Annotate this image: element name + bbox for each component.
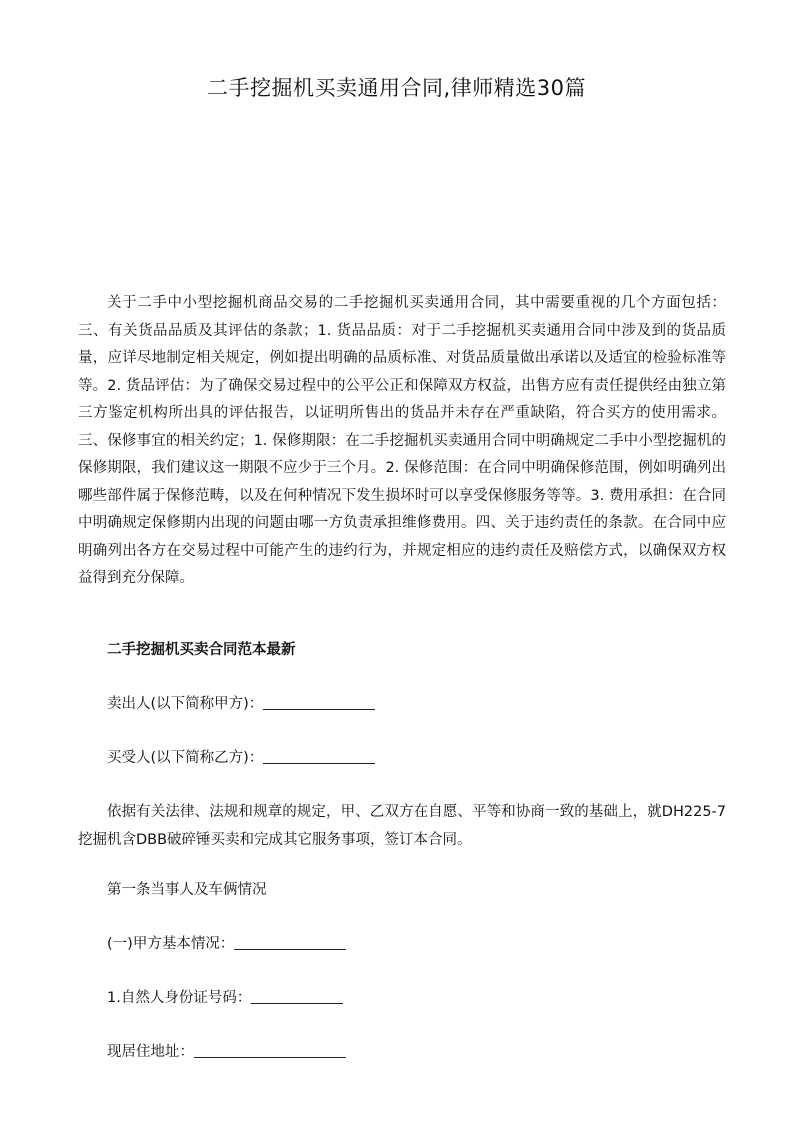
basis-paragraph: 依据有关法律、法规和规章的规定，甲、乙双方在自愿、平等和协商一致的基础上，就DH225-7挖掘机含DBB破碎锤买卖和完成其它服务事项，签订本合同。: [78, 804, 726, 848]
id-number-label: 1.自然人身份证号码：: [107, 990, 252, 1006]
id-number-blank[interactable]: [251, 989, 343, 1004]
article1-title: 第一条当事人及车俩情况: [107, 882, 267, 898]
party-a-info-label: (一)甲方基本情况：: [107, 936, 235, 952]
buyer-label: 买受人(以下简称乙方)：: [107, 750, 264, 766]
address-line: [107, 1042, 346, 1062]
buyer-line: [107, 748, 375, 768]
seller-blank[interactable]: [263, 695, 375, 710]
section-title: 二手挖掘机买卖合同范本最新: [107, 642, 296, 658]
party-a-info-blank[interactable]: [234, 935, 346, 950]
party-a-info-line: [107, 934, 346, 954]
intro-paragraph: 关于二手中小型挖掘机商品交易的二手挖掘机买卖通用合同，其中需要重视的几个方面包括：三、有关货品品质及其评估的条款；1. 货品品质：对于二手挖掘机买卖通用合同中涉及到的货品质量，应详尽地制定相关规定，例如提出明确的品质标准、对货品质量做出承诺以及适宜的检验标准等等。2. 货品评估：为了确保交易过程中的公平公正和保障双方权益，出售方应有责任提供经由独立第三方鉴定机构所出具的评估报告，以证明所售出的货品并未存在严重缺陷，符合买方的使用需求。三、保修事宜的相关约定；1. 保修期限：在二手挖掘机买卖通用合同中明确规定二手中小型挖掘机的保修期限，我们建议这一期限不应少于三个月。2. 保修范围：在合同中明确保修范围，例如明确列出哪些部件属于保修范畴，以及在何种情况下发生损坏时可以享受保修服务等等。3. 费用承担：在合同中明确规定保修期内出现的问题由哪一方负责承担维修费用。四、关于违约责任的条款。在合同中应明确列出各方在交易过程中可能产生的违约行为，并规定相应的违约责任及赔偿方式，以确保双方权益得到充分保障。: [78, 295, 726, 586]
seller-line: [107, 694, 375, 714]
address-label: 现居住地址：: [107, 1044, 194, 1060]
buyer-blank[interactable]: [263, 749, 375, 764]
document-title: 二手挖掘机买卖通用合同,律师精选30篇: [207, 76, 586, 100]
address-blank[interactable]: [194, 1043, 346, 1058]
seller-label: 卖出人(以下简称甲方)：: [107, 696, 264, 712]
id-number-line: [107, 988, 343, 1008]
